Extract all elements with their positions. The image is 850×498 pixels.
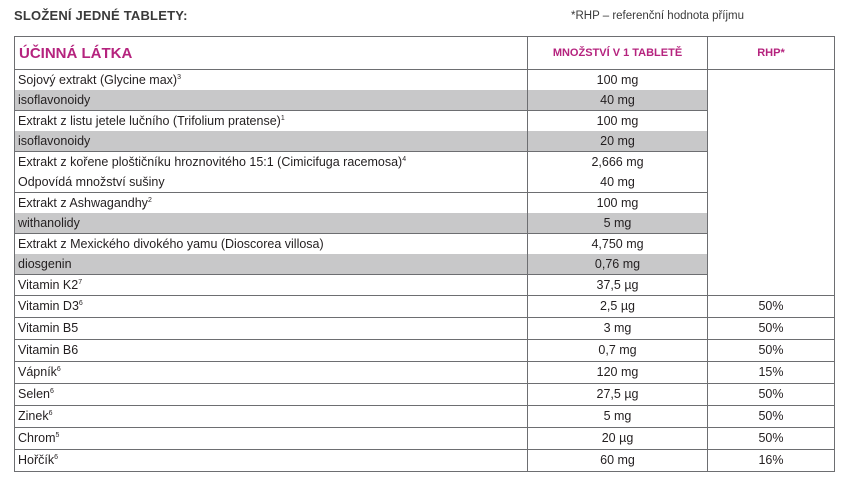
substance-line [15, 193, 527, 213]
footnote-marker: 4 [402, 155, 407, 163]
footnote-marker: 5 [55, 431, 60, 439]
table-row [15, 362, 835, 384]
amount-value: 60 mg [528, 450, 708, 472]
column-header-rhp: RHP* [708, 37, 835, 70]
amount-value: 40 mg [600, 175, 635, 189]
table-row [15, 318, 835, 340]
table-row [15, 428, 835, 450]
footnote-marker: 6 [54, 453, 59, 461]
amount-value: 4,750 mg [591, 237, 644, 251]
substance-line [15, 234, 527, 254]
amount-value: 2,666 mg [591, 155, 644, 169]
substance-line [15, 172, 527, 192]
rhp-value: 50% [708, 318, 835, 340]
substance-name: Extrakt z listu jetele lučního (Trifolium pratense) [18, 114, 281, 128]
footnote-marker: 7 [78, 278, 83, 286]
amount-cell [528, 234, 708, 275]
page-title: SLOŽENÍ JEDNÉ TABLETY: [14, 8, 188, 23]
table-row [15, 450, 835, 472]
substance-line [15, 275, 527, 295]
substance-name: Chrom [18, 431, 56, 445]
substance-name: Vitamin B6 [18, 343, 79, 357]
rhp-value: 15% [708, 362, 835, 384]
substance-cell [15, 428, 528, 450]
substance-cell [15, 362, 528, 384]
amount-value: 5 mg [528, 406, 708, 428]
composition-table [14, 36, 835, 472]
amount-value: 0,7 mg [528, 340, 708, 362]
column-header-substance: ÚČINNÁ LÁTKA [15, 37, 528, 70]
footnote-marker: 6 [78, 299, 83, 307]
substance-cell [15, 406, 528, 428]
substance-cell [15, 384, 528, 406]
amount-value: 27,5 µg [528, 384, 708, 406]
rhp-value: 50% [708, 406, 835, 428]
column-header-amount: MNOŽSTVÍ V 1 TABLETĚ [528, 37, 708, 70]
substance-name: Extrakt z Ashwagandhy [18, 196, 148, 210]
substance-line [15, 131, 527, 151]
table-row [15, 296, 835, 318]
amount-value: 100 mg [596, 196, 639, 210]
table-row [15, 384, 835, 406]
footnote-marker: 6 [56, 365, 61, 373]
table-row [15, 70, 835, 111]
rhp-value: 50% [708, 296, 835, 318]
amount-cell [528, 275, 708, 296]
substance-name: diosgenin [18, 257, 72, 271]
substance-cell [15, 152, 528, 193]
rhp-value: 50% [708, 428, 835, 450]
substance-cell [15, 450, 528, 472]
substance-name: Vápník [18, 365, 57, 379]
substance-name: Sojový extrakt (Glycine max) [18, 73, 178, 87]
substance-cell [15, 275, 528, 296]
amount-cell [528, 152, 708, 193]
substance-name: Odpovídá množství sušiny [18, 175, 165, 189]
substance-cell [15, 193, 528, 234]
substance-name: withanolidy [18, 216, 80, 230]
substance-cell [15, 111, 528, 152]
footnote-marker: 2 [147, 196, 152, 204]
amount-value: 100 mg [596, 114, 639, 128]
rhp-empty-cell [708, 70, 835, 296]
substance-line [15, 90, 527, 110]
amount-value: 20 µg [528, 428, 708, 450]
amount-value: 120 mg [528, 362, 708, 384]
substance-cell [15, 70, 528, 111]
table-row [15, 340, 835, 362]
amount-value: 3 mg [528, 318, 708, 340]
table-header-row [15, 37, 835, 70]
substance-name: Zinek [18, 409, 49, 423]
substance-name: Vitamin D3 [18, 299, 79, 313]
footnote-marker: 1 [280, 114, 285, 122]
substance-name: Extrakt z Mexického divokého yamu (Dioscorea villosa) [18, 237, 324, 251]
rhp-value: 16% [708, 450, 835, 472]
amount-value: 20 mg [528, 131, 707, 151]
substance-name: isoflavonoidy [18, 93, 91, 107]
amount-value: 5 mg [528, 213, 707, 233]
amount-cell [528, 70, 708, 111]
substance-line [15, 213, 527, 233]
footnote-marker: 3 [177, 73, 181, 81]
substance-cell [15, 318, 528, 340]
substance-cell [15, 296, 528, 318]
amount-value: 40 mg [528, 90, 707, 110]
rhp-value: 50% [708, 384, 835, 406]
rhp-footnote: *RHP – referenční hodnota příjmu [571, 10, 745, 22]
substance-name: Selen [18, 387, 50, 401]
footnote-marker: 6 [48, 409, 53, 417]
table-row [15, 406, 835, 428]
amount-value: 100 mg [596, 73, 639, 87]
amount-value: 2,5 µg [528, 296, 708, 318]
substance-line [15, 70, 527, 90]
substance-cell [15, 234, 528, 275]
substance-line [15, 111, 527, 131]
amount-cell [528, 193, 708, 234]
substance-name: Hořčík [18, 453, 55, 467]
substance-name: Vitamin K2 [18, 278, 79, 292]
amount-value: 0,76 mg [528, 254, 707, 274]
substance-name: Extrakt z kořene ploštičníku hroznovitého 15:1 (Cimicifuga racemosa) [18, 155, 403, 169]
substance-cell [15, 340, 528, 362]
amount-value: 37,5 µg [596, 278, 639, 292]
rhp-value: 50% [708, 340, 835, 362]
substance-name: Vitamin B5 [18, 321, 79, 335]
amount-cell [528, 111, 708, 152]
substance-name: isoflavonoidy [18, 134, 91, 148]
footnote-marker: 6 [49, 387, 54, 395]
substance-line [15, 152, 527, 172]
substance-line [15, 254, 527, 274]
